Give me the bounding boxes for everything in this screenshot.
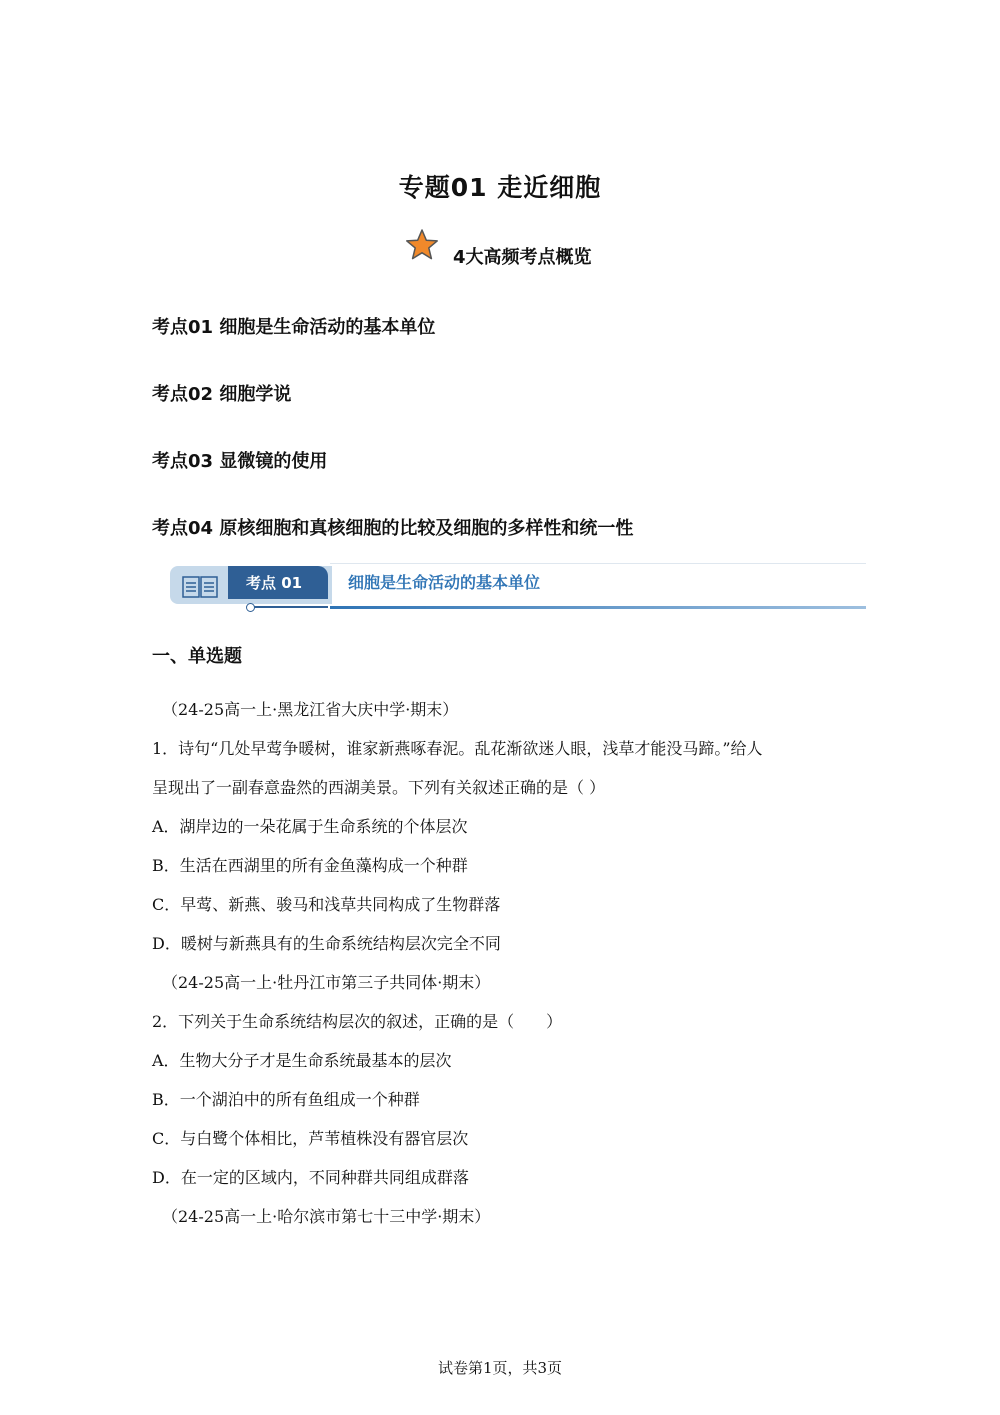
kaodian-item: 考点03 显微镜的使用 xyxy=(152,451,328,472)
banner-heading: 细胞是生命活动的基本单位 xyxy=(348,573,541,592)
banner-dot xyxy=(246,603,255,612)
option-b: B．生活在西湖里的所有金鱼藻构成一个种群 xyxy=(152,856,468,875)
option-c: C．早莺、新燕、骏马和浅草共同构成了生物群落 xyxy=(152,895,501,914)
question-source: （24-25高一上·牡丹江市第三子共同体·期末） xyxy=(162,973,491,992)
section-banner xyxy=(170,563,866,611)
banner-rule xyxy=(330,606,866,609)
page-title: 专题01 走近细胞 xyxy=(398,173,602,202)
star-icon xyxy=(405,228,439,262)
banner-badge-label: 考点 01 xyxy=(246,574,303,592)
question-source: （24-25高一上·哈尔滨市第七十三中学·期末） xyxy=(162,1207,491,1226)
question-source: （24-25高一上·黑龙江省大庆中学·期末） xyxy=(162,700,459,719)
kaodian-item: 考点04 原核细胞和真核细胞的比较及细胞的多样性和统一性 xyxy=(152,518,634,539)
option-a: A．生物大分子才是生命系统最基本的层次 xyxy=(152,1051,452,1070)
option-b: B．一个湖泊中的所有鱼组成一个种群 xyxy=(152,1090,420,1109)
kaodian-item: 考点02 细胞学说 xyxy=(152,384,292,405)
option-d: D．在一定的区域内，不同种群共同组成群落 xyxy=(152,1168,469,1187)
page-footer: 试卷第1页，共3页 xyxy=(437,1359,563,1377)
question-stem: 1．诗句“几处早莺争暖树，谁家新燕啄春泥。乱花渐欲迷人眼，浅草才能没马蹄。”给人 xyxy=(152,739,763,758)
question-stem: 呈现出了一副春意盎然的西湖美景。下列有关叙述正确的是（ ） xyxy=(152,778,606,797)
banner-top-rule xyxy=(330,563,866,564)
section-title: 一、单选题 xyxy=(152,646,242,667)
overview-text: 4大高频考点概览 xyxy=(453,247,592,268)
book-icon xyxy=(182,576,218,598)
option-a: A．湖岸边的一朵花属于生命系统的个体层次 xyxy=(152,817,468,836)
banner-badge-rule xyxy=(248,606,328,608)
option-c: C．与白鹭个体相比，芦苇植株没有器官层次 xyxy=(152,1129,469,1148)
option-d: D．暖树与新燕具有的生命系统结构层次完全不同 xyxy=(152,934,501,953)
kaodian-item: 考点01 细胞是生命活动的基本单位 xyxy=(152,317,436,338)
question-stem: 2．下列关于生命系统结构层次的叙述，正确的是（ ） xyxy=(152,1012,563,1031)
overview-heading xyxy=(405,232,592,272)
